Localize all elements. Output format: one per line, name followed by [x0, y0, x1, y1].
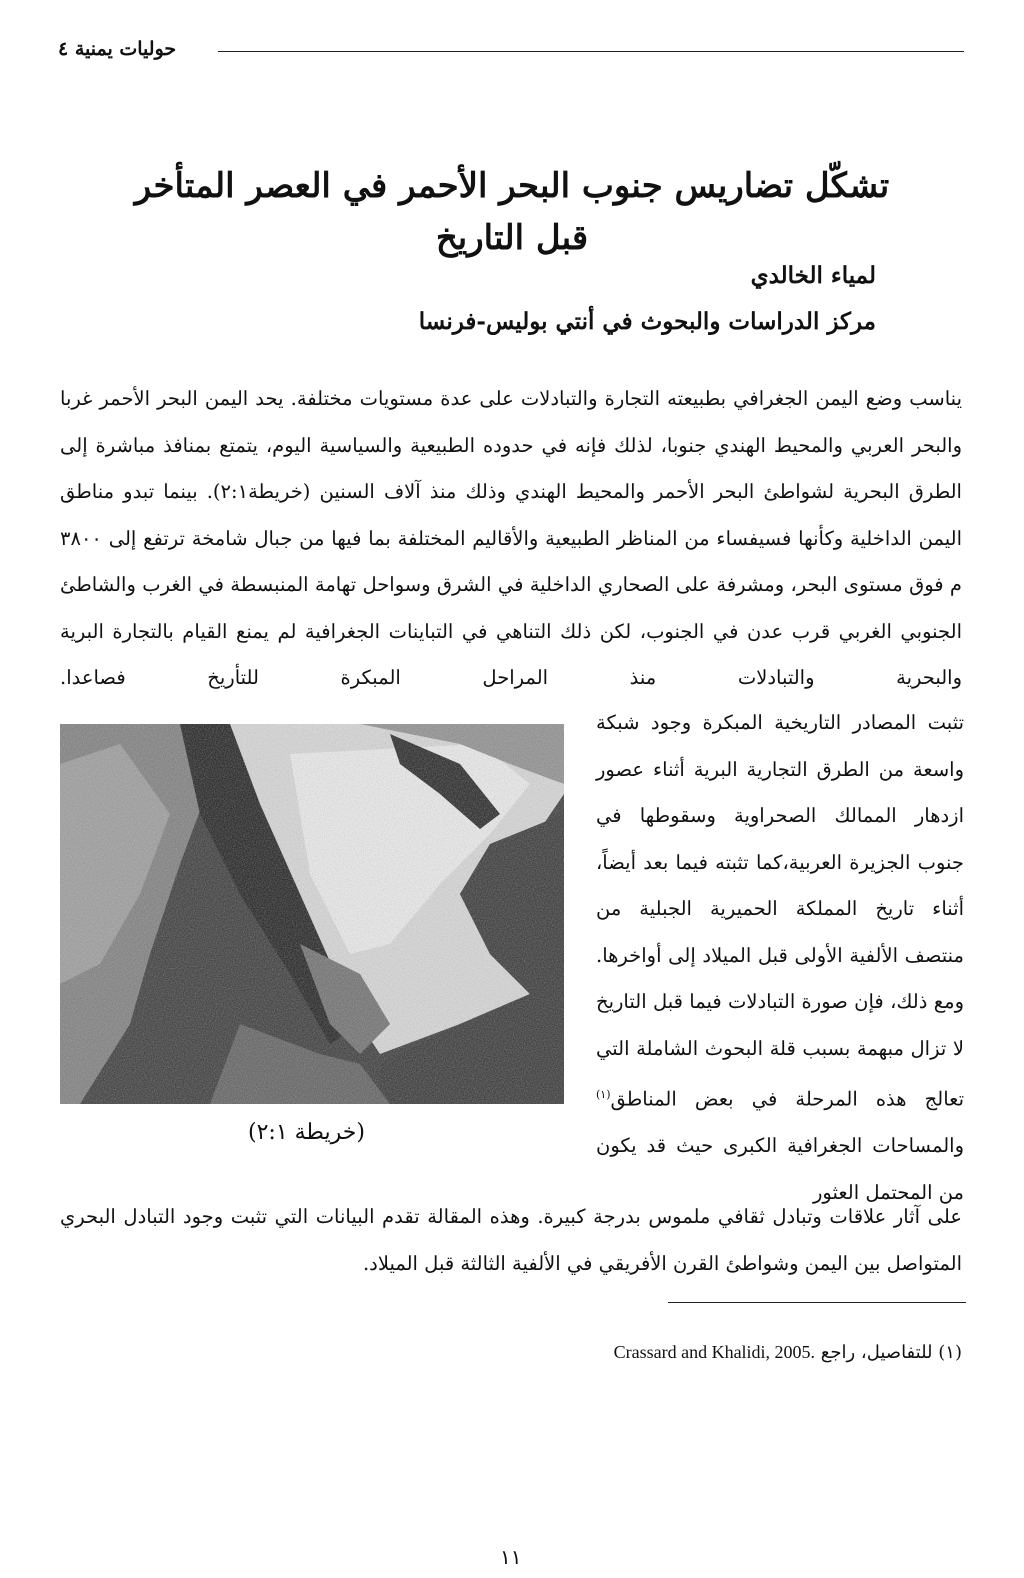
side-text-a: تثبت المصادر التاريخية المبكرة وجود شبكة واسعة من الطرق التجارية البرية أثناء عصور ازدهار الممالك الصحراوية وسقوطها في جنوب الجزيرة العربية،كما تثبته فيما بعد أيضاً، أثناء تاريخ المملكة الحميرية الجبلية من منتصف الألفية الأولى قبل الميلاد إلى أواخرها. ومع ذلك، فإن صورة التبادلات فيما قبل التاريخ لا تزال مبهمة بسبب قلة البحوث الشاملة التي تعالج هذه المرحلة في بعض المناطق	[596, 711, 964, 1111]
footnote	[614, 1342, 962, 1363]
satellite-map-figure	[60, 724, 564, 1104]
closing-paragraph	[60, 1194, 962, 1287]
author-name: لمياء الخالدي	[750, 262, 876, 289]
footnote-marker[interactable]: (١)	[596, 1088, 611, 1101]
closing-text: على آثار علاقات وتبادل ثقافي ملموس بدرجة كبيرة. وهذه المقالة تقدم البيانات التي تثبت وجود التبادل البحري المتواصل بين اليمن وشواطئ القرن الأفريقي في الألفية الثالثة قبل الميلاد.	[60, 1205, 962, 1275]
running-head	[58, 38, 964, 64]
author-affiliation: مركز الدراسات والبحوث في أنتي بوليس-فرنسا	[418, 308, 876, 335]
satellite-map-image	[60, 724, 564, 1104]
intro-paragraph	[60, 376, 962, 702]
footnote-citation: Crassard and Khalidi, 2005.	[613, 1342, 816, 1362]
side-text-b: والمساحات الجغرافية الكبرى حيث قد يكون من المحتمل العثور	[596, 1134, 964, 1204]
journal-title: حوليات يمنية ٤	[58, 38, 182, 60]
header-rule	[218, 51, 964, 52]
footnote-rule	[668, 1302, 966, 1303]
footnote-prefix: (١) للتفاصيل، راجع	[820, 1342, 962, 1363]
intro-text: يناسب وضع اليمن الجغرافي بطبيعته التجارة والتبادلات على عدة مستويات مختلفة. يحد اليمن البحر الأحمر غربا والبحر العربي والمحيط الهندي جنوبا، لذلك فإنه في حدوده الطبيعية والسياسية اليوم، يتمتع بمنافذ مباشرة إلى الطرق البحرية لشواطئ البحر الأحمر والمحيط الهندي وذلك منذ آلاف السنين (خريطة٢:١). بينما تبدو مناطق اليمن الداخلية وكأنها فسيفساء من المناظر الطبيعية والأقاليم المختلفة بما فيها من جبال شامخة ترتفع إلى ٣٨٠٠ م فوق مستوى البحر، ومشرفة على الصحاري الداخلية في الشرق وسواحل تهامة المنبسطة في الغرب والشاطئ الجنوبي الغربي قرب عدن في الجنوب، لكن ذلك التناهي في التباينات الجغرافية لم يمنع القيام بالتجارة البرية والبحرية والتبادلات منذ المراحل المبكرة للتأريخ فصاعدا.	[60, 387, 962, 689]
side-column-paragraph	[596, 700, 964, 1216]
figure-caption: (خريطة ٢:١)	[248, 1120, 365, 1145]
article-title: تشكّل تضاريس جنوب البحر الأحمر في العصر المتأخر قبل التاريخ	[134, 166, 890, 258]
page-number: ١١	[500, 1545, 522, 1569]
side-text	[596, 700, 964, 1216]
